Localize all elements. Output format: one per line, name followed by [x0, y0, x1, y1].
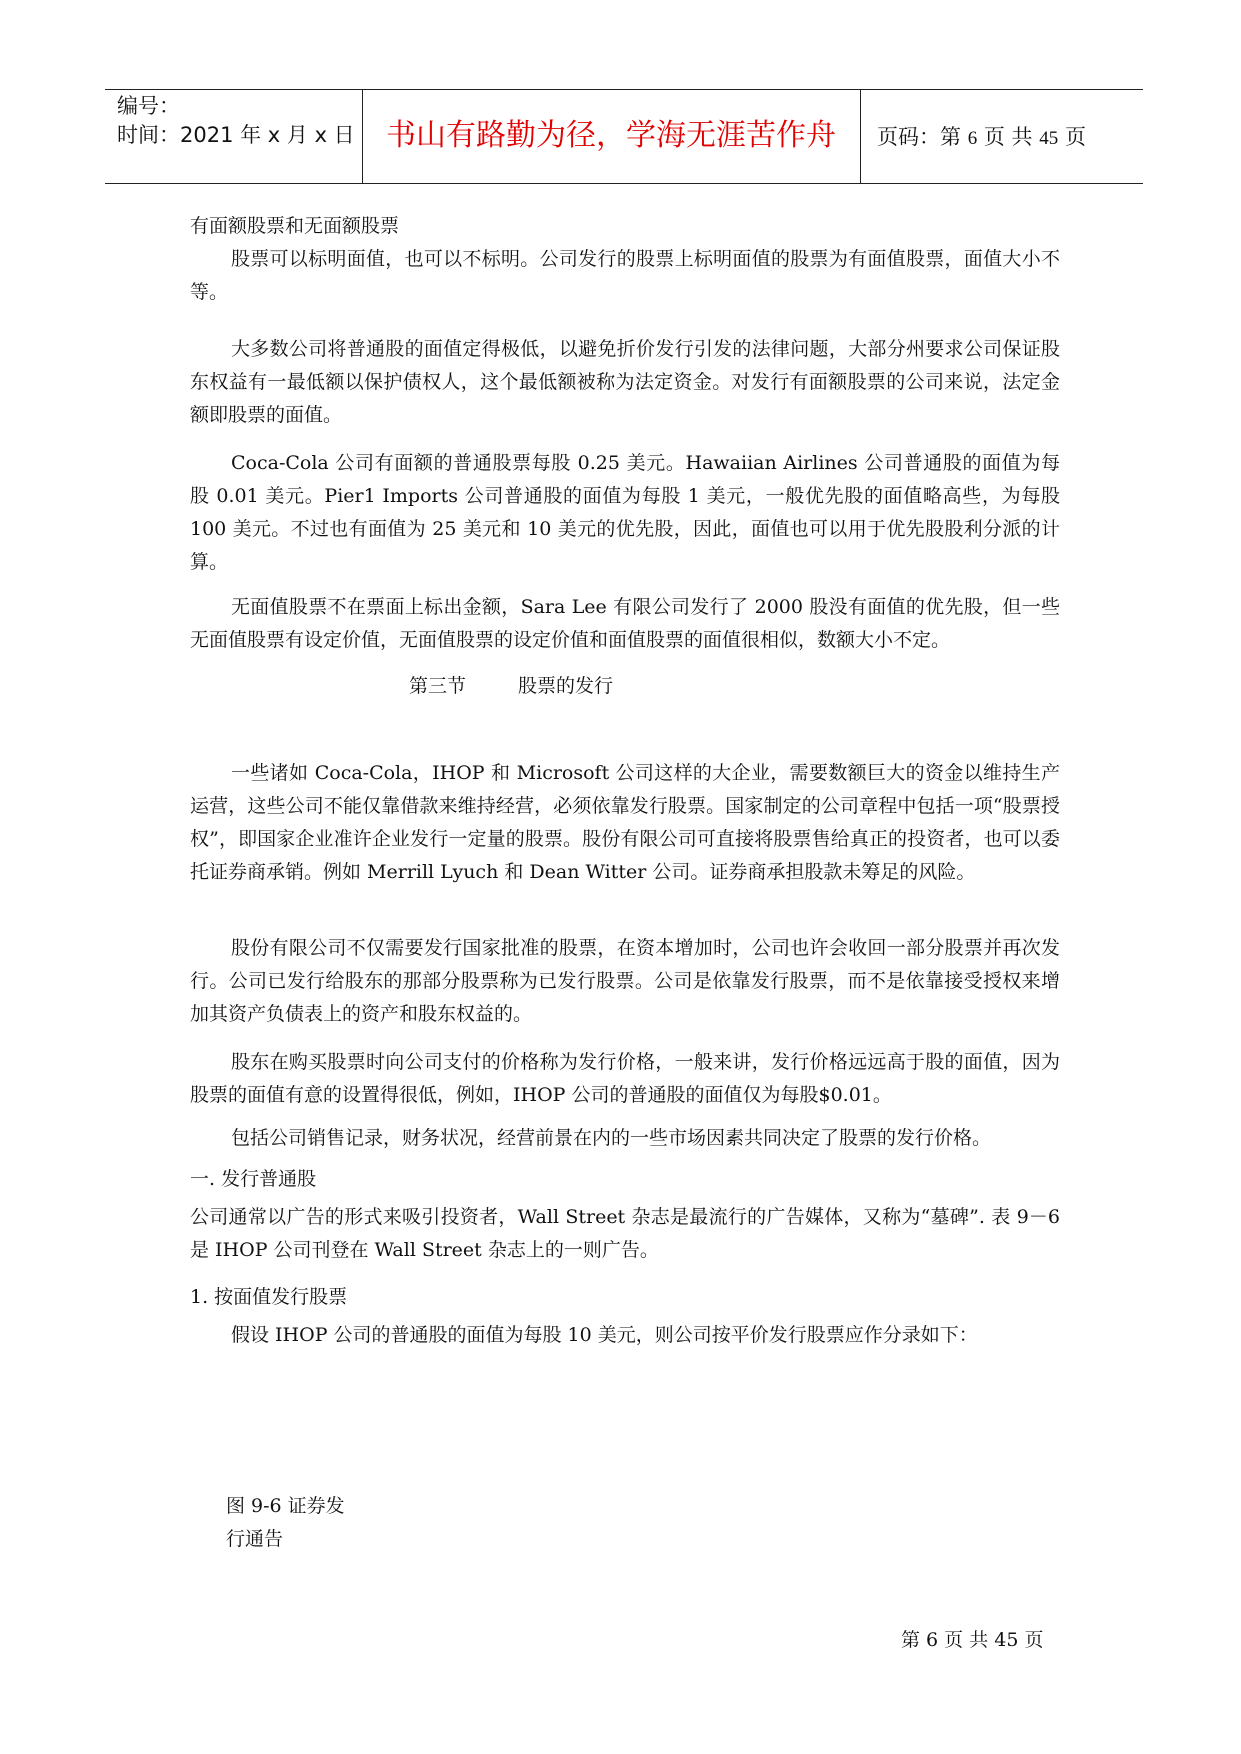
figure-caption: 图 9-6 证券发行通告 [226, 1495, 345, 1550]
page-current: 6 [967, 128, 978, 149]
page-total: 45 [1039, 128, 1059, 149]
page-header [105, 89, 1143, 184]
subsection-heading: 一. 发行普通股 [190, 1168, 317, 1190]
paragraph: 公司通常以广告的形式来吸引投资者，Wall Street 杂志是最流行的广告媒体，又称为“墓碑”. 表 9－6 是 IHOP 公司刊登在 Wall Street 杂志上的一则广告。 [190, 1206, 1060, 1261]
paragraph: 大多数公司将普通股的面值定得极低，以避免折价发行引发的法律问题，大部分州要求公司保证股东权益有一最低额以保护债权人，这个最低额被称为法定资金。对发行有面额股票的公司来说，法定金额即股票的面值。 [190, 338, 1060, 426]
page-prefix: 页码：第 [877, 125, 961, 149]
header-divider [362, 90, 363, 183]
date-label: 时间：2021 年 x 月 x 日 [117, 123, 355, 147]
number-label: 编号： [117, 94, 180, 118]
paragraph: 股份有限公司不仅需要发行国家批准的股票，在资本增加时，公司也许会收回一部分股票并再次发行。公司已发行给股东的那部分股票称为已发行股票。公司是依靠发行股票，而不是依靠接受授权来增加其资产负债表上的资产和股东权益的。 [190, 937, 1060, 1025]
chapter-title: 股票的发行 [518, 675, 614, 697]
paragraph: 假设 IHOP 公司的普通股的面值为每股 10 美元，则公司按平价发行股票应作分录如下： [231, 1324, 978, 1346]
header-motto: 书山有路勤为径，学海无涯苦作舟 [386, 118, 836, 153]
subsection-heading: 1. 按面值发行股票 [190, 1286, 348, 1308]
header-page-indicator [877, 123, 1086, 153]
paragraph: 一些诸如 Coca-Cola，IHOP 和 Microsoft 公司这样的大企业，需要数额巨大的资金以维持生产运营，这些公司不能仅靠借款来维持经营，必须依靠发行股票。国家制定的公司章程中包括一项“股票授权”，即国家企业准许企业发行一定量的股票。股份有限公司可直接将股票售给真正的投资者，也可以委托证券商承销。例如 Merrill Lyuch 和 Dean Witter 公司。证券商承担股款未筹足的风险。 [190, 762, 1060, 883]
paragraph: 股票可以标明面值，也可以不标明。公司发行的股票上标明面值的股票为有面值股票，面值大小不等。 [190, 248, 1060, 303]
page-footer: 第 6 页 共 45 页 [901, 1629, 1044, 1651]
page-mid: 页 共 [983, 125, 1033, 149]
paragraph: 包括公司销售记录，财务状况，经营前景在内的一些市场因素共同决定了股票的发行价格。 [231, 1127, 992, 1149]
paragraph: 无面值股票不在票面上标出金额，Sara Lee 有限公司发行了 2000 股没有面值的优先股，但一些无面值股票有设定价值，无面值股票的设定价值和面值股票的面值很相似，数额大小不定。 [190, 596, 1060, 651]
chapter-heading [409, 670, 613, 703]
header-divider [860, 90, 861, 183]
section-heading: 有面额股票和无面额股票 [190, 215, 400, 237]
paragraph: 股东在购买股票时向公司支付的价格称为发行价格，一般来讲，发行价格远远高于股的面值，因为股票的面值有意的设置得很低，例如，IHOP 公司的普通股的面值仅为每股$0.01。 [190, 1051, 1060, 1106]
header-meta [117, 92, 355, 150]
chapter-number: 第三节 [409, 675, 467, 697]
page-suffix: 页 [1064, 125, 1086, 149]
paragraph: Coca-Cola 公司有面额的普通股票每股 0.25 美元。Hawaiian Airlines 公司普通股的面值为每股 0.01 美元。Pier1 Imports 公司普通股的面值为每股 1 美元，一般优先股的面值略高些，为每股 100 美元。不过也有面值为 25 美元和 10 美元的优先股，因此，面值也可以用于优先股股利分派的计算。 [190, 452, 1060, 573]
